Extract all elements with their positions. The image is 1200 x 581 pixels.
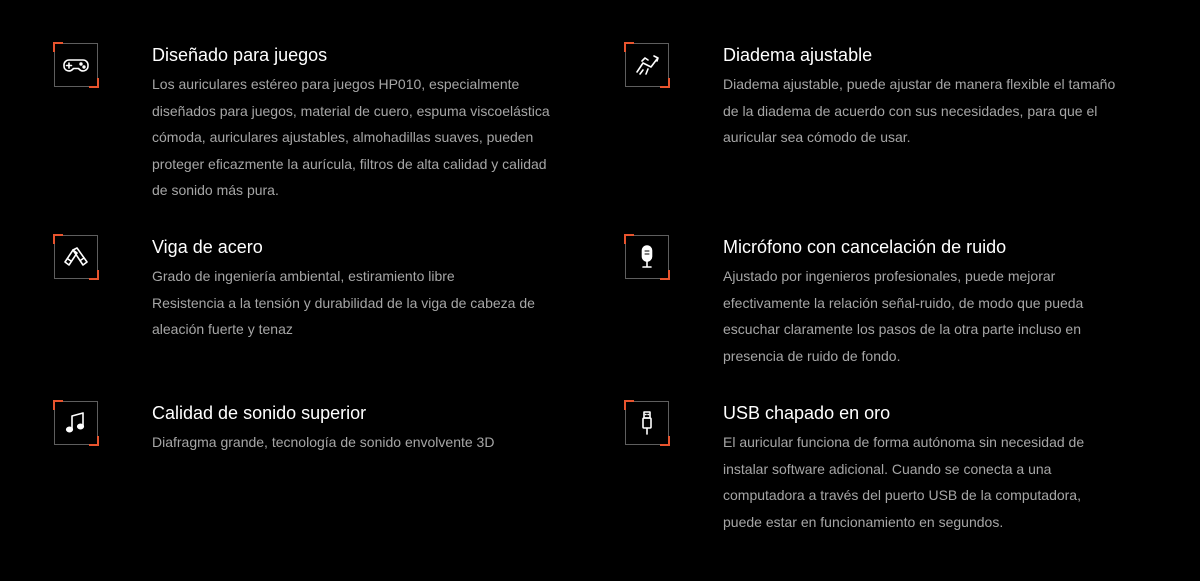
usb-connector-icon [632, 408, 662, 438]
feature-icon-frame [625, 43, 669, 87]
frame-corner-accent [89, 436, 99, 446]
gamepad-icon [61, 50, 91, 80]
description-line: auricular sea cómodo de usar. [723, 129, 911, 145]
feature-description [723, 71, 1163, 151]
feature-title: Diadema ajustable [723, 45, 873, 65]
description-line: presencia de ruido de fondo. [723, 347, 901, 364]
feature-icon-frame [54, 235, 98, 279]
feature-title: Viga de acero [152, 237, 263, 257]
description-line: cómoda, auriculares ajustables, almohadillas suaves, pueden [152, 129, 534, 145]
frame-corner-accent [89, 270, 99, 280]
frame-corner-accent [53, 400, 63, 410]
description-line: Diadema ajustable, puede ajustar de manera flexible el tamaño [723, 76, 1116, 92]
description-line: proteger eficazmente la aurícula, filtros de alta calidad y calidad [152, 155, 547, 172]
feature-description [152, 263, 592, 343]
description-line: puede estar en funcionamiento en segundos. [723, 513, 1004, 530]
frame-corner-accent [53, 42, 63, 52]
description-line: aleación fuerte y tenaz [152, 321, 293, 337]
feature-icon-frame [625, 235, 669, 279]
feature-description [723, 429, 1163, 535]
frame-corner-accent [624, 42, 634, 52]
frame-corner-accent [89, 78, 99, 88]
music-note-icon [61, 408, 91, 438]
feature-icon-frame [625, 401, 669, 445]
description-line: Grado de ingeniería ambiental, estiramiento libre [152, 268, 455, 284]
description-line: de sonido más pura. [152, 182, 279, 198]
description-line: computadora a través del puerto USB de la computadora, [723, 487, 1081, 503]
feature-title: Diseñado para juegos [152, 45, 328, 65]
frame-corner-accent [53, 234, 63, 244]
feature-icon-frame [54, 401, 98, 445]
feature-description [152, 71, 592, 204]
description-line: de la diadema de acuerdo con sus necesidades, para que el [723, 102, 1098, 119]
frame-corner-accent [624, 400, 634, 410]
adjustable-headband-icon [632, 50, 662, 80]
description-line: diseñados para juegos, material de cuero, espuma viscoelástica [152, 102, 550, 119]
description-line: efectivamente la relación señal-ruido, de modo que pueda [723, 294, 1084, 311]
description-line: El auricular funciona de forma autónoma sin necesidad de [723, 434, 1085, 450]
feature-icon-frame [54, 43, 98, 87]
description-line: instalar software adicional. Cuando se conecta a una [723, 460, 1052, 477]
steel-beam-icon [61, 242, 91, 272]
feature-description [723, 263, 1163, 369]
feature-title: USB chapado en oro [723, 403, 891, 423]
feature-title: Calidad de sonido superior [152, 403, 367, 423]
description-line: Resistencia a la tensión y durabilidad de la viga de cabeza de [152, 294, 535, 311]
description-line: Diafragma grande, tecnología de sonido envolvente 3D [152, 434, 495, 450]
feature-title: Micrófono con cancelación de ruido [723, 237, 1007, 257]
description-line: escuchar claramente los pasos de la otra parte incluso en [723, 321, 1081, 337]
feature-description [152, 429, 592, 456]
frame-corner-accent [624, 234, 634, 244]
microphone-icon [632, 242, 662, 272]
description-line: Los auriculares estéreo para juegos HP010, especialmente [152, 76, 520, 92]
frame-corner-accent [660, 270, 670, 280]
frame-corner-accent [660, 78, 670, 88]
description-line: Ajustado por ingenieros profesionales, puede mejorar [723, 268, 1056, 284]
frame-corner-accent [660, 436, 670, 446]
